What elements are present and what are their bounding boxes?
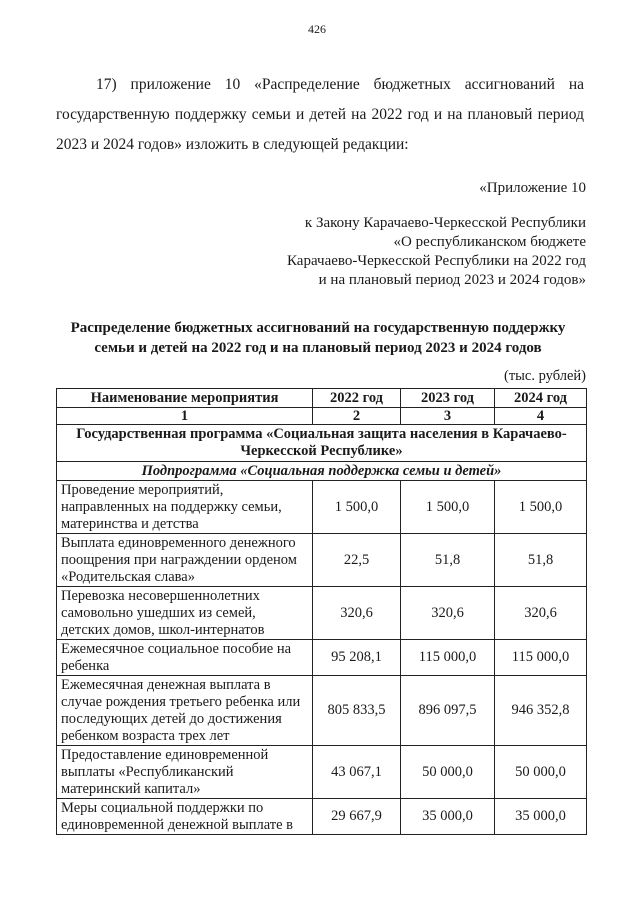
appendix-ref-line: Карачаево-Черкесской Республики на 2022 год (287, 253, 586, 269)
appendix-ref-line: к Закону Карачаево-Черкесской Республики (304, 215, 586, 231)
row-value-2024: 1 500,0 (495, 481, 587, 534)
table-row (57, 640, 587, 676)
header-2023: 2023 год (401, 389, 495, 408)
row-value-2023: 896 097,5 (401, 676, 495, 746)
table-row (57, 676, 587, 746)
row-value-2023: 1 500,0 (401, 481, 495, 534)
table-row (57, 587, 587, 640)
row-value-2023: 51,8 (401, 534, 495, 587)
table-header-row (57, 389, 587, 408)
row-value-2022: 1 500,0 (313, 481, 401, 534)
row-name: Предоставление единовременной выплаты «Республиканский материнский капитал» (57, 746, 313, 799)
table-row (57, 746, 587, 799)
page-number: 426 (308, 22, 326, 36)
column-number: 1 (57, 408, 313, 425)
row-name: Ежемесячное социальное пособие на ребенка (57, 640, 313, 676)
budget-table (56, 388, 587, 835)
column-number: 3 (401, 408, 495, 425)
header-2022: 2022 год (313, 389, 401, 408)
row-name: Проведение мероприятий, направленных на поддержку семьи, материнства и детства (57, 481, 313, 534)
row-value-2024: 115 000,0 (495, 640, 587, 676)
row-value-2022: 320,6 (313, 587, 401, 640)
row-value-2024: 51,8 (495, 534, 587, 587)
appendix-ref-line: «О республиканском бюджете (393, 234, 586, 250)
table-row (57, 481, 587, 534)
intro-paragraph (56, 70, 584, 160)
table-row (57, 534, 587, 587)
row-value-2024: 35 000,0 (495, 799, 587, 835)
row-value-2023: 115 000,0 (401, 640, 495, 676)
row-value-2024: 946 352,8 (495, 676, 587, 746)
intro-text: 17) приложение 10 «Распределение бюджетных ассигнований на государственную поддержку семьи и детей на 2022 год и на плановый период 2023 и 2024 годов» изложить в следующей редакции: (56, 76, 584, 153)
row-value-2022: 29 667,9 (313, 799, 401, 835)
row-name: Перевозка несовершеннолетних самовольно ушедших из семей, детских домов, школ-интернатов (57, 587, 313, 640)
row-value-2022: 805 833,5 (313, 676, 401, 746)
appendix-ref-line: и на плановый период 2023 и 2024 годов» (318, 272, 586, 288)
row-name: Меры социальной поддержки по единовременной денежной выплате в (57, 799, 313, 835)
row-value-2024: 320,6 (495, 587, 587, 640)
row-value-2022: 95 208,1 (313, 640, 401, 676)
row-name: Ежемесячная денежная выплата в случае рождения третьего ребенка или последующих детей до достижения ребенком возраста трех лет (57, 676, 313, 746)
subprogram-title: Подпрограмма «Социальная поддержка семьи и детей» (57, 462, 587, 481)
row-value-2022: 43 067,1 (313, 746, 401, 799)
row-value-2023: 320,6 (401, 587, 495, 640)
appendix-title: «Приложение 10 (479, 180, 586, 196)
table-row (57, 799, 587, 835)
header-2024: 2024 год (495, 389, 587, 408)
header-name: Наименование мероприятия (57, 389, 313, 408)
column-number: 4 (495, 408, 587, 425)
row-value-2023: 35 000,0 (401, 799, 495, 835)
row-value-2023: 50 000,0 (401, 746, 495, 799)
row-value-2022: 22,5 (313, 534, 401, 587)
row-name: Выплата единовременного денежного поощрения при награждении орденом «Родительская слава» (57, 534, 313, 587)
subprogram-row (57, 462, 587, 481)
program-row (57, 425, 587, 462)
column-number-row (57, 408, 587, 425)
units-label: (тыс. рублей) (504, 368, 586, 384)
row-value-2024: 50 000,0 (495, 746, 587, 799)
appendix-reference (287, 214, 586, 290)
document-title: Распределение бюджетных ассигнований на государственную поддержку семьи и детей на 2022 год и на плановый период 2023 и 2024 годов (70, 320, 566, 356)
column-number: 2 (313, 408, 401, 425)
program-title: Государственная программа «Социальная защита населения в Карачаево-Черкесской Республике» (57, 425, 587, 462)
